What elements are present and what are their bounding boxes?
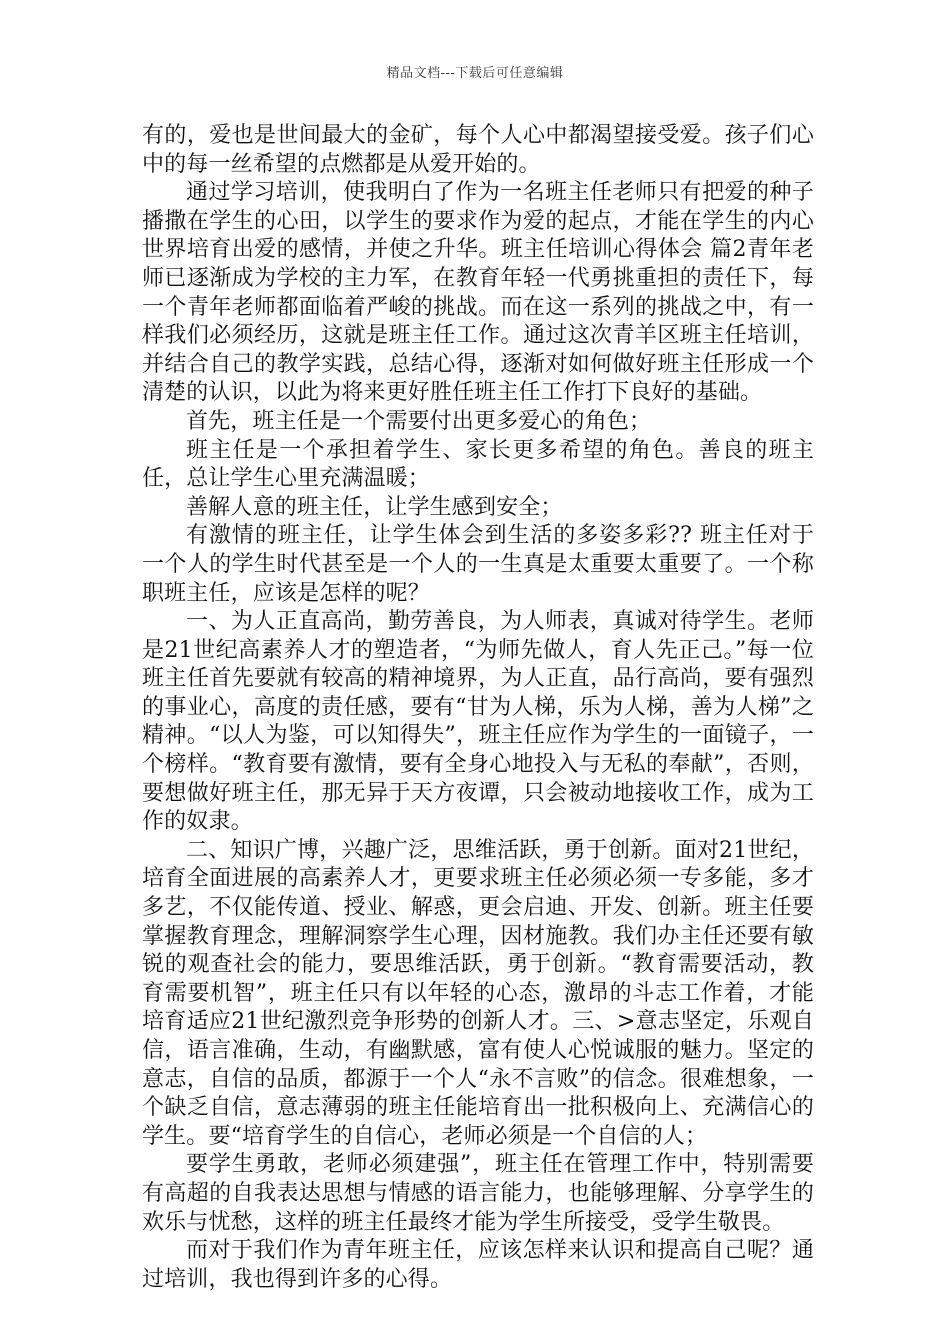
- paragraph-6: 有激情的班主任，让学生体会到生活的多姿多彩?? 班主任对于一个人的学生时代甚至是一个人的一生真是太重要太重要了。一个称职班主任，应该是怎样的呢？: [142, 523, 814, 606]
- paragraph-1: 有的，爱也是世间最大的金矿，每个人心中都渴望接受爱。孩子们心中的每一丝希望的点燃都是从爱开始的。: [142, 123, 814, 177]
- paragraph-4: 班主任是一个承担着学生、家长更多希望的角色。善良的班主任，总让学生心里充满温暖；: [142, 437, 814, 492]
- paragraph-10: 而对于我们作为青年班主任，应该怎样来认识和提高自己呢？通过培训，我也得到许多的心得。: [142, 1238, 814, 1292]
- paragraph-8: 二、知识广博，兴趣广泛，思维活跃，勇于创新。面对21世纪，培育全面进展的高素养人才，更要求班主任必须必须一专多能，多才多艺，不仅能传道、授业、解惑，更会启迪、开发、创新。班主任要掌握教育理念，理解洞察学生心理，因材施教。我们办主任还要有敏锐的观查社会的能力，要思维活跃，勇于创新。“教育需要活动，教育需要机智”，班主任只有以年轻的心态，激昂的斗志工作着，才能培育适应21世纪激烈竞争形势的创新人才。三、>意志坚定，乐观自信，语言准确，生动，有幽默感，富有使人心悦诚服的魅力。坚定的意志，自信的品质，都源于一个人“永不言败”的信念。很难想象，一个缺乏自信，意志薄弱的班主任能培育出一批积极向上、充满信心的学生。要“培育学生的自信心，老师必须是一个自信的人；: [142, 837, 814, 1149]
- paragraph-2: 通过学习培训，使我明白了作为一名班主任老师只有把爱的种子播撒在学生的心田，以学生的要求作为爱的起点，才能在学生的内心世界培育出爱的感情，并使之升华。班主任培训心得体会 篇2青年老师已逐渐成为学校的主力军，在教育年轻一代勇挑重担的责任下，每一个青年老师都面临着严峻的挑战。而在这一系列的挑战之中，有一样我们必须经历，这就是班主任工作。通过这次青羊区班主任培训，并结合自己的教学实践，总结心得，逐渐对如何做好班主任形成一个清楚的认识，以此为将来更好胜任班主任工作打下良好的基础。: [142, 180, 814, 406]
- paragraph-9: 要学生勇敢，老师必须建强”，班主任在管理工作中，特别需要有高超的自我表达思想与情感的语言能力，也能够理解、分享学生的欢乐与忧愁，这样的班主任最终才能为学生所接受，受学生敬畏。: [142, 1152, 814, 1235]
- document-body: [142, 122, 814, 1294]
- paragraph-7: 一、为人正直高尚，勤劳善良，为人师表，真诚对待学生。老师是21世纪高素养人才的塑造者，“为师先做人，育人先正己。”每一位班主任首先要就有较高的精神境界，为人正直，品行高尚，要有强烈的事业心，高度的责任感，要有“甘为人梯，乐为人梯，善为人梯”之精神。“以人为鉴，可以知得失”，班主任应作为学生的一面镜子，一个榜样。“教育要有激情，要有全身心地投入与无私的奉献”，否则，要想做好班主任，那无异于天方夜谭，只会被动地接收工作，成为工作的奴隶。: [142, 609, 814, 835]
- page-header: 精品文档---下载后可任意编辑: [386, 66, 564, 81]
- paragraph-3: 首先，班主任是一个需要付出更多爱心的角色；: [186, 408, 652, 434]
- paragraph-5: 善解人意的班主任，让学生感到安全；: [186, 494, 563, 520]
